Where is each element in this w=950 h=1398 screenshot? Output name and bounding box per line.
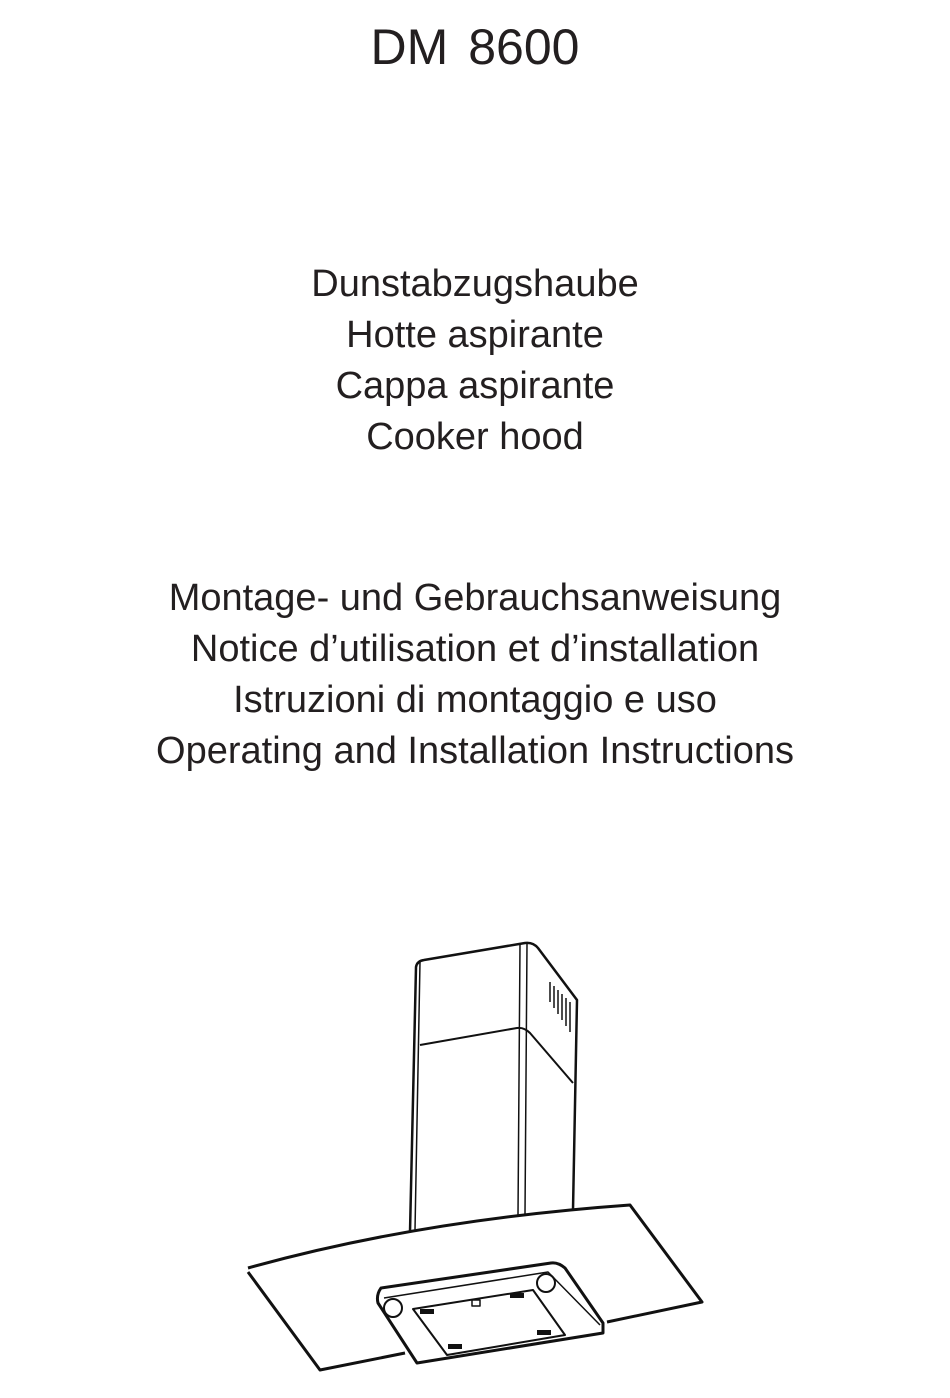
product-name-de: Dunstabzugshaube — [311, 263, 639, 305]
filter-panel — [413, 1290, 565, 1355]
glass-canopy — [248, 1205, 702, 1370]
vent-grille-icon — [550, 982, 570, 1032]
manual-title-fr: Notice d’utilisation et d’installation — [190, 628, 760, 670]
chimney-edge — [415, 944, 527, 1230]
product-name-fr: Hotte aspirante — [346, 314, 604, 356]
manual-title-en: Operating and Installation Instructions — [156, 730, 794, 772]
product-name-en: Cooker hood — [366, 416, 584, 458]
switch-icon — [472, 1300, 480, 1306]
chimney-front — [410, 943, 577, 1232]
model-title: DM 8600 — [370, 19, 580, 75]
chimney-seam — [420, 1028, 573, 1083]
light-icon — [537, 1274, 555, 1292]
product-name-it: Cappa aspirante — [335, 365, 615, 407]
light-icon — [384, 1299, 402, 1317]
manual-title-de: Montage- und Gebrauchsanweisung — [168, 577, 782, 619]
manual-title-it: Istruzioni di montaggio e uso — [233, 679, 717, 721]
control-box-top — [384, 1272, 600, 1325]
